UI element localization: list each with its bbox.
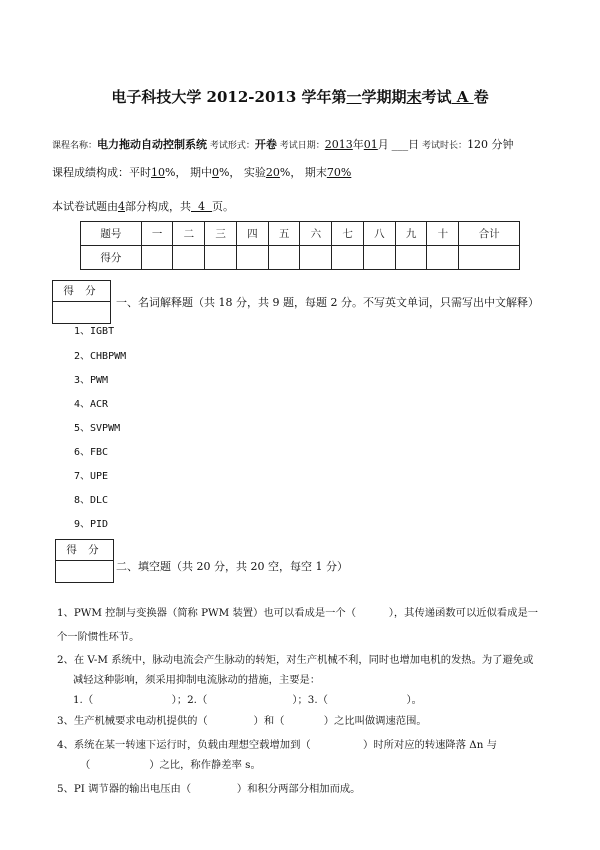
label: 页。 (212, 200, 234, 213)
question-line: 3、生产机械要求电动机提供的（ ）和（ ）之比叫做调速范围。 (57, 715, 427, 727)
score-cell (459, 246, 520, 270)
title-kind: 末 (406, 88, 422, 106)
section1-score-box (52, 280, 111, 324)
header-cell: 六 (300, 222, 332, 246)
section1-heading: 一、名词解释题（共 18 分，共 9 题，每题 2 分。不写英文单词，只需写出中文解释） (116, 296, 539, 309)
question-line: 2、在 V-M 系统中，脉动电流会产生脉动的转矩，对生产机械不利，同时也增加电机的发热。为了避免或 (57, 654, 534, 666)
label: 考试形式： (209, 141, 255, 151)
label: 部分构成，共 (125, 200, 191, 213)
label: 考试日期： (279, 141, 325, 151)
list-item: 5、SVPWM (74, 423, 121, 434)
label: %， 实验 (218, 166, 266, 179)
section2-score-box (55, 539, 114, 583)
label: 考试时长： (422, 141, 468, 151)
exam-day: ___ (391, 138, 409, 151)
list-item: 9、PID (74, 519, 109, 530)
title-text: 学期期 (361, 88, 407, 106)
grade-lab: 20 (265, 166, 280, 179)
header-cell: 三 (205, 222, 237, 246)
title-text: 考试 (421, 88, 452, 106)
question-line: 1.（ ）；2.（ ）；3.（ ）。 (73, 694, 422, 706)
label: 课程名称： (52, 141, 98, 151)
header-cell: 七 (332, 222, 364, 246)
exam-form: 开卷 (254, 138, 277, 151)
score-box-label: 得 分 (53, 281, 110, 302)
course-name: 电力拖动自动控制系统 (97, 138, 208, 151)
header-cell: 九 (395, 222, 427, 246)
list-item: 6、FBC (74, 447, 109, 458)
label: %， 期末 (279, 166, 327, 179)
question-line: 减轻这种影响，须采用抑制电流脉动的措施，主要是： (73, 674, 321, 686)
header-cell: 二 (173, 222, 205, 246)
question-line: 1、PWM 控制与变换器（简称 PWM 装置）也可以看成是一个（ ），其传递函数可以近似看成是一 (57, 607, 539, 619)
title-text: 卷 (473, 88, 489, 106)
grade-mid: 0 (211, 166, 219, 179)
exam-duration: 120 分钟 (467, 138, 514, 151)
title-paper: A (451, 88, 474, 106)
question-line: （ ）之比，称作静差率 s。 (80, 759, 261, 771)
section2-heading: 二、填空题（共 20 分，共 20 空，每空 1 分） (116, 560, 348, 573)
list-item: 8、DLC (74, 495, 109, 506)
question-line: 5、PI 调节器的输出电压由（ ）和积分两部分相加而成。 (57, 783, 361, 795)
exam-month: 01 (363, 138, 378, 151)
list-item: 4、ACR (74, 399, 109, 410)
score-table (80, 221, 520, 270)
label: %， 期中 (165, 166, 212, 179)
exam-title (0, 86, 600, 107)
label: 本试卷试题由 (52, 200, 118, 213)
question-line: 个一阶惯性环节。 (57, 631, 140, 643)
score-cell (363, 246, 395, 270)
score-cell (236, 246, 268, 270)
header-cell: 题号 (81, 222, 142, 246)
score-cell (332, 246, 364, 270)
list-item: 3、PWM (74, 375, 109, 386)
score-cell (173, 246, 205, 270)
list-item: 2、CHBPWM (74, 351, 127, 362)
score-cell (268, 246, 300, 270)
row-label: 得分 (81, 246, 142, 270)
score-cell (205, 246, 237, 270)
label: 课程成绩构成：平时 (52, 166, 151, 179)
header-cell: 合计 (459, 222, 520, 246)
pages-count: 4 (198, 200, 205, 213)
header-cell: 五 (268, 222, 300, 246)
header-cell: 八 (363, 222, 395, 246)
score-cell (141, 246, 173, 270)
parts-count: 4 (118, 200, 125, 213)
score-cell (395, 246, 427, 270)
list-item: 1、IGBT (74, 326, 115, 337)
label: 月 (377, 138, 389, 151)
question-line: 4、系统在某一转速下运行时，负载由理想空载增加到（ ）时所对应的转速降落 Δn 与 (57, 739, 497, 751)
grade-final: 70% (326, 166, 352, 179)
list-item: 7、UPE (74, 471, 109, 482)
score-box-label: 得 分 (56, 540, 113, 561)
score-table-header (81, 222, 520, 246)
title-term: 一 (346, 88, 362, 106)
parts-line (52, 198, 234, 214)
score-cell (427, 246, 459, 270)
course-info (52, 136, 514, 152)
grading-line (52, 164, 351, 180)
title-text: 电子科技大学 2012-2013 学年第 (111, 88, 347, 106)
label: 日 (408, 138, 420, 151)
header-cell: 十 (427, 222, 459, 246)
header-cell: 一 (141, 222, 173, 246)
score-cell (300, 246, 332, 270)
grade-regular: 10 (151, 166, 165, 179)
exam-year: 2013 (324, 138, 353, 151)
label: 年 (352, 138, 364, 151)
header-cell: 四 (236, 222, 268, 246)
score-row (81, 246, 520, 270)
